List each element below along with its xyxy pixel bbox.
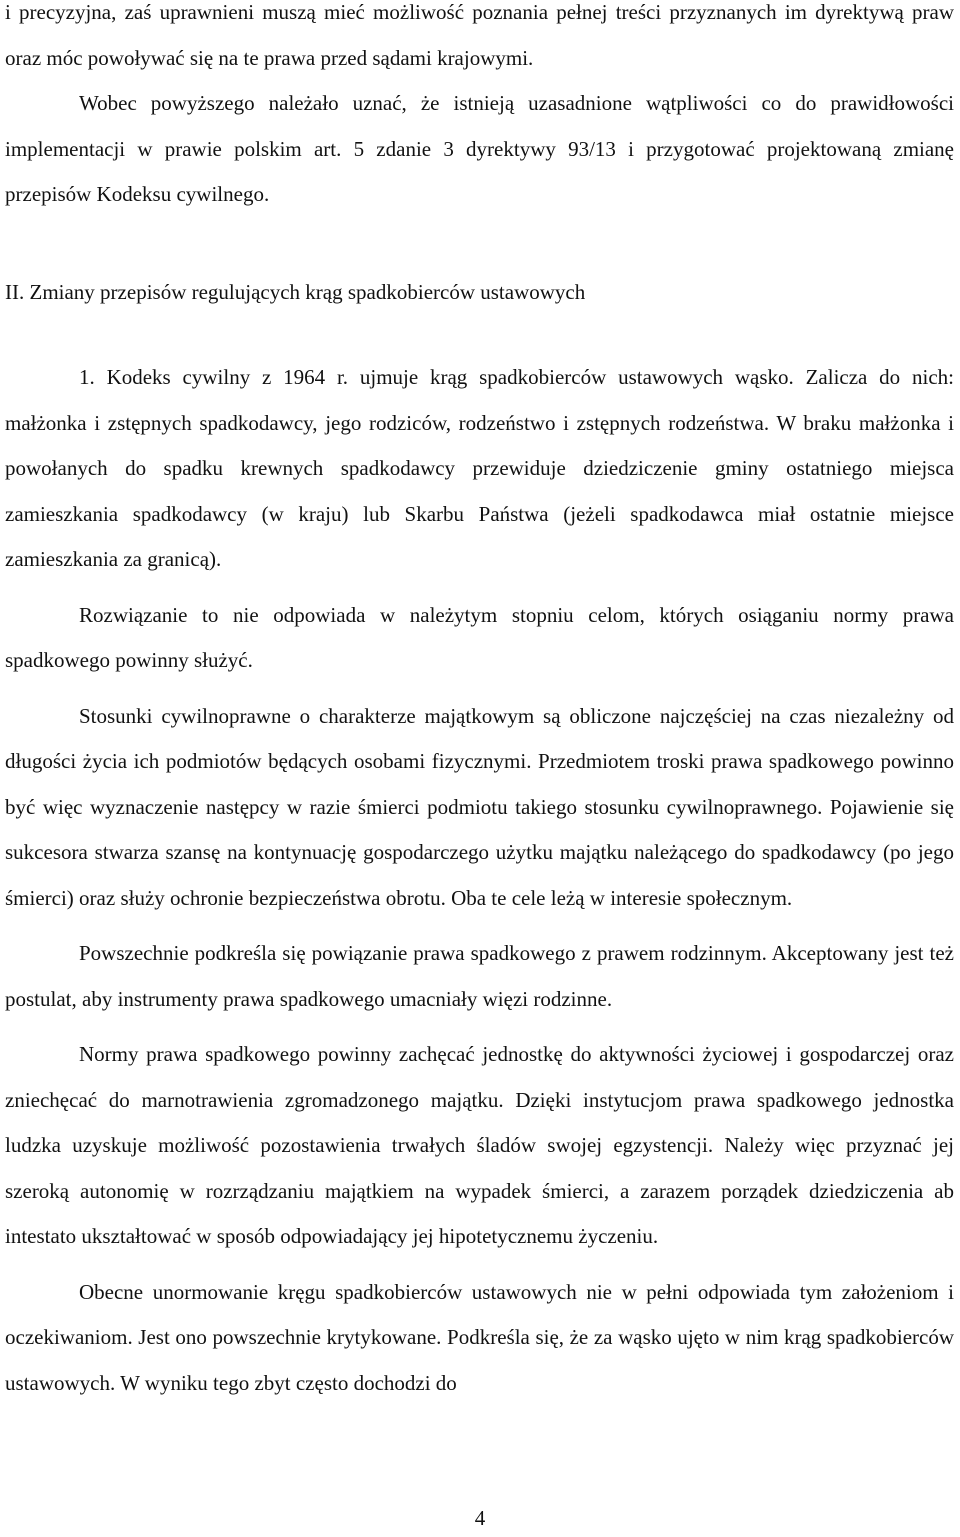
section-heading: II. Zmiany przepisów regulujących krąg spadkobierców ustawowych xyxy=(5,279,586,304)
paragraph-solution-inadequate: Rozwiązanie to nie odpowiada w należytym stopniu celom, których osiąganiu normy prawa spadkowego powinny służyć. xyxy=(5,602,954,672)
paragraph-implementation-doubts: Wobec powyższego należało uznać, że istnieją uzasadnione wątpliwości co do prawidłowości implementacji w prawie polskim art. 5 zdanie 3 dyrektywy 93/13 i przygotować projektowaną zmianę przepisów Kodeksu cywilnego. xyxy=(5,91,954,206)
paragraph-property-relations: Stosunki cywilnoprawne o charakterze majątkowym są obliczone najczęściej na czas niezależny od długości życia ich podmiotów będących osobami fizycznymi. Przedmiotem troski prawa spadkowego powinno być więc wyznaczenie następcy w razie śmierci podmiotu takiego stosunku cywilnoprawnego. Pojawienie się sukcesora stwarza szansę na kontynuację gospodarczego użytku majątku należącego do spadkodawcy (po jego śmierci) oraz służy ochronie bezpieczeństwa obrotu. Oba te cele leżą w interesie społecznym. xyxy=(5,703,954,910)
page-number: 4 xyxy=(474,1506,486,1530)
paragraph-continuation: i precyzyjna, zaś uprawnieni muszą mieć możliwość poznania pełnej treści przyznanych im dyrektywą praw oraz móc powoływać się na te prawa przed sądami krajowymi. xyxy=(5,0,954,70)
paragraph-family-law-link: Powszechnie podkreśla się powiązanie prawa spadkowego z prawem rodzinnym. Akceptowany jest też postulat, aby instrumenty prawa spadkowego umacniały więzi rodzinne. xyxy=(5,941,954,1011)
paragraph-kodeks-cywilny: 1. Kodeks cywilny z 1964 r. ujmuje krąg spadkobierców ustawowych wąsko. Zalicza do nich: małżonka i zstępnych spadkodawcy, jego rodziców, rodzeństwo i zstępnych rodzeństwa. W braku małżonka i powołanych do spadku krewnych spadkodawcy przewiduje dziedziczenie gminy ostatniego miejsca zamieszkania spadkodawcy (w kraju) lub Skarbu Państwa (jeżeli spadkodawca miał ostatnie miejsce zamieszkania za granicą). xyxy=(5,365,954,571)
paragraph-inheritance-norms: Normy prawa spadkowego powinny zachęcać jednostkę do aktywności życiowej i gospodarczej oraz zniechęcać do marnotrawienia zgromadzonego majątku. Dzięki instytucjom prawa spadkowego jednostka ludzka uzyskuje możliwość pozostawienia trwałych śladów swojej egzystencji. Należy więc przyznać jej szeroką autonomię w rozrządzaniu majątkiem na wypadek śmierci, a zarazem porządek dziedziczenia ab intestato ukształtować w sposób odpowiadający jej hipotetycznemu życzeniu. xyxy=(5,1042,954,1248)
paragraph-current-regulation: Obecne unormowanie kręgu spadkobierców ustawowych nie w pełni odpowiada tym założeniom i oczekiwaniom. Jest ono powszechnie krytykowane. Podkreśla się, że za wąsko ujęto w nim krąg spadkobierców ustawowych. W wyniku tego zbyt często dochodzi do xyxy=(5,1279,954,1395)
document-body xyxy=(5,0,954,1406)
